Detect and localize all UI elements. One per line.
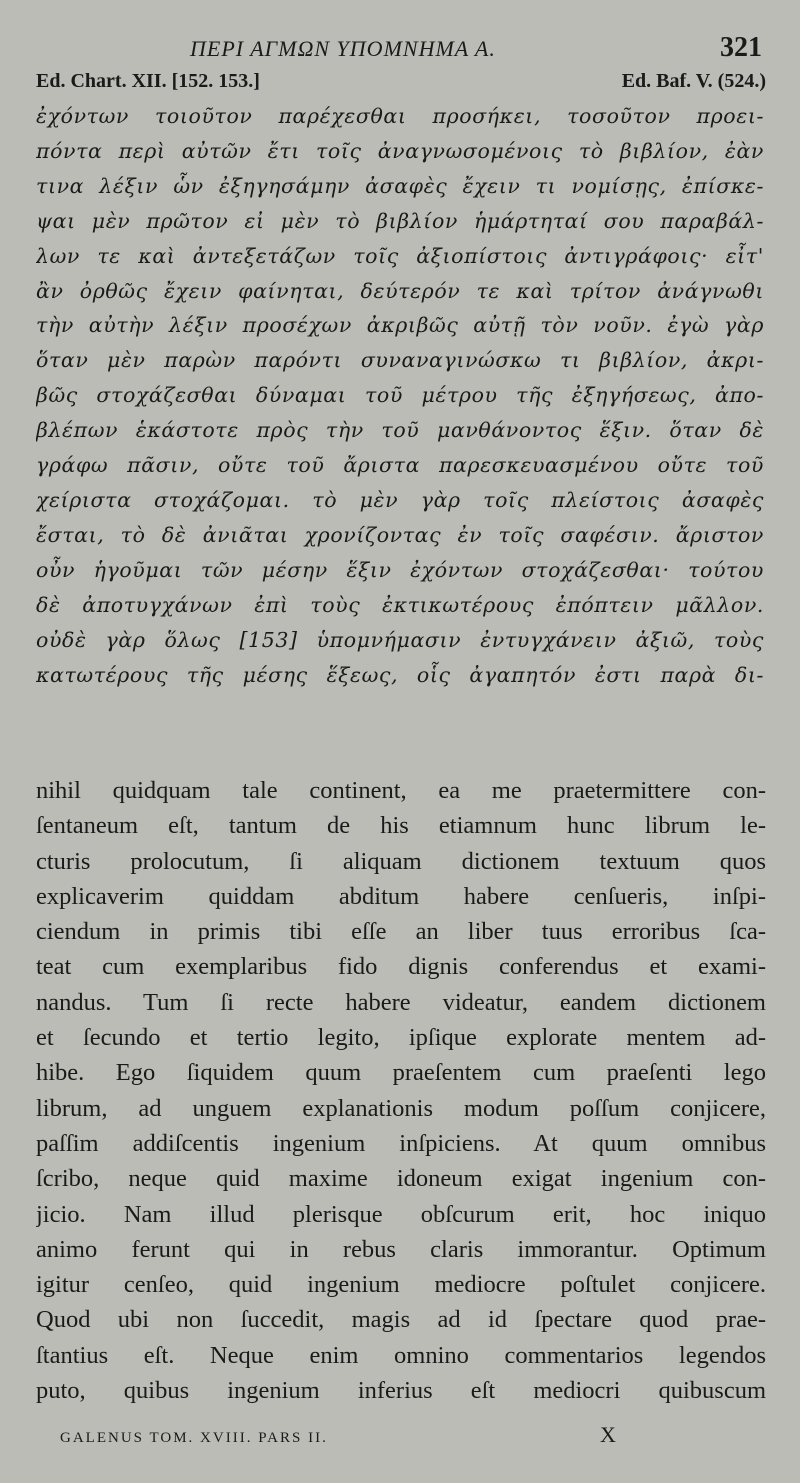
greek-text-line: ἔσται, τὸ δὲ ἀνιᾶται χρονίζοντας ἐν τοῖς σαφέσιν. ἄριστον	[36, 522, 764, 547]
edition-chartier: Ed. Chart. XII. [152. 153.]	[36, 70, 260, 92]
page-number: 321	[720, 32, 762, 63]
greek-text	[36, 99, 764, 692]
greek-text-line: ὅταν μὲν παρὼν παρόντι συναναγινώσκω τι βιβλίον, ἀκρι-	[36, 348, 764, 373]
greek-text-line: οὐδὲ γὰρ ὅλως [153] ὑπομνήμασιν ἐντυγχάνειν ἀξιῶ, τοὺς	[36, 627, 764, 652]
greek-text-line: τὴν αὐτὴν λέξιν προσέχων ἀκριβῶς αὐτῇ τὸν νοῦν. ἐγὼ γὰρ	[36, 313, 764, 338]
latin-text-line: ſcribo, neque quid maxime idoneum exigat ingenium con-	[36, 1165, 766, 1193]
latin-text-line: et ſecundo et tertio legito, ipſique explorate mentem ad-	[36, 1024, 766, 1052]
gathering-mark: X	[600, 1422, 616, 1447]
latin-text-line: paſſim addiſcentis ingenium inſpiciens. At quum omnibus	[36, 1129, 766, 1157]
latin-text-line: teat cum exemplaribus fido dignis conferendus et exami-	[36, 953, 766, 981]
greek-text-line: οὖν ἡγοῦμαι τῶν μέσην ἕξιν ἐχόντων στοχάζεσθαι· τούτου	[36, 557, 764, 582]
running-title: ΠΕΡΙ ΑΓΜΩΝ ΥΠΟΜΝΗΜΑ Α.	[190, 36, 496, 61]
greek-text-line: γράφω πᾶσιν, οὔτε τοῦ ἄριστα παρεσκευασμένου οὔτε τοῦ	[36, 453, 764, 478]
latin-text-line: jicio. Nam illud plerisque obſcurum erit, hoc iniquo	[36, 1200, 766, 1228]
volume-signature: GALENUS TOM. XVIII. PARS II.	[60, 1430, 328, 1446]
greek-text-line: ψαι μὲν πρῶτον εἰ μὲν τὸ βιβλίον ἡμάρτηταί σου παραβάλ-	[36, 208, 764, 233]
page-footer	[60, 1422, 660, 1460]
running-head	[0, 30, 800, 70]
latin-text-line: librum, ad unguem explanationis modum poſſum conjicere,	[36, 1094, 766, 1122]
greek-text-line: χείριστα στοχάζομαι. τὸ μὲν γὰρ τοῖς πλείστοις ἀσαφὲς	[36, 487, 764, 512]
greek-text-line: κατωτέρους τῆς μέσης ἕξεως, οἷς ἀγαπητόν ἐστι παρὰ δι-	[36, 662, 764, 687]
latin-text-line: hibe. Ego ſiquidem quum praeſentem cum praeſenti lego	[36, 1059, 766, 1087]
greek-text-line: τινα λέξιν ὧν ἐξηγησάμην ἀσαφὲς ἔχειν τι νομίσῃς, ἐπίσκε-	[36, 173, 764, 198]
latin-text-line: nandus. Tum ſi recte habere videatur, eandem dictionem	[36, 988, 766, 1016]
greek-text-line: ἂν ὀρθῶς ἔχειν φαίνηται, δεύτερόν τε καὶ τρίτον ἀνάγνωθι	[36, 278, 764, 303]
greek-text-line: ἐχόντων τοιοῦτον παρέχεσθαι προσήκει, τοσοῦτον προει-	[36, 104, 764, 128]
latin-translation	[36, 773, 766, 1408]
latin-text-line: animo ferunt qui in rebus claris immorantur. Optimum	[36, 1235, 766, 1263]
latin-text-line: explicaverim quiddam abditum habere cenſueris, inſpi-	[36, 882, 766, 910]
greek-text-line: βῶς στοχάζεσθαι δύναμαι τοῦ μέτρου τῆς ἐξηγήσεως, ἀπο-	[36, 383, 764, 408]
latin-text-line: igitur cenſeo, quid ingenium mediocre poſtulet conjicere.	[36, 1271, 766, 1299]
latin-text-line: puto, quibus ingenium inferius eſt mediocri quibuscum	[36, 1377, 766, 1405]
latin-text-line: cturis prolocutum, ſi aliquam dictionem textuum quos	[36, 847, 766, 875]
latin-text-line: ſtantius eſt. Neque enim omnino commentarios legendos	[36, 1341, 766, 1369]
latin-text-line: Quod ubi non ſuccedit, magis ad id ſpectare quod prae-	[36, 1306, 766, 1334]
latin-text-line: ciendum in primis tibi eſſe an liber tuus erroribus ſca-	[36, 918, 766, 946]
greek-text-line: πόντα περὶ αὐτῶν ἔτι τοῖς ἀναγνωσομένοις τὸ βιβλίον, ἐὰν	[36, 138, 764, 163]
edition-references	[36, 70, 766, 98]
greek-text-line: βλέπων ἑκάστοτε πρὸς τὴν τοῦ μανθάνοντος ἕξιν. ὅταν δὲ	[36, 418, 764, 443]
edition-basel: Ed. Baf. V. (524.)	[621, 70, 766, 92]
latin-text-line: ſentaneum eſt, tantum de his etiamnum hunc librum le-	[36, 812, 766, 840]
greek-text-line: λων τε καὶ ἀντεξετάζων τοῖς ἀξιοπίστοις ἀντιγράφοις· εἶτ'	[36, 243, 764, 268]
latin-text-line: nihil quidquam tale continent, ea me praetermittere con-	[36, 777, 766, 804]
greek-text-line: δὲ ἀποτυγχάνων ἐπὶ τοὺς ἐκτικωτέρους ἐπόπτειν μᾶλλον.	[36, 592, 764, 617]
